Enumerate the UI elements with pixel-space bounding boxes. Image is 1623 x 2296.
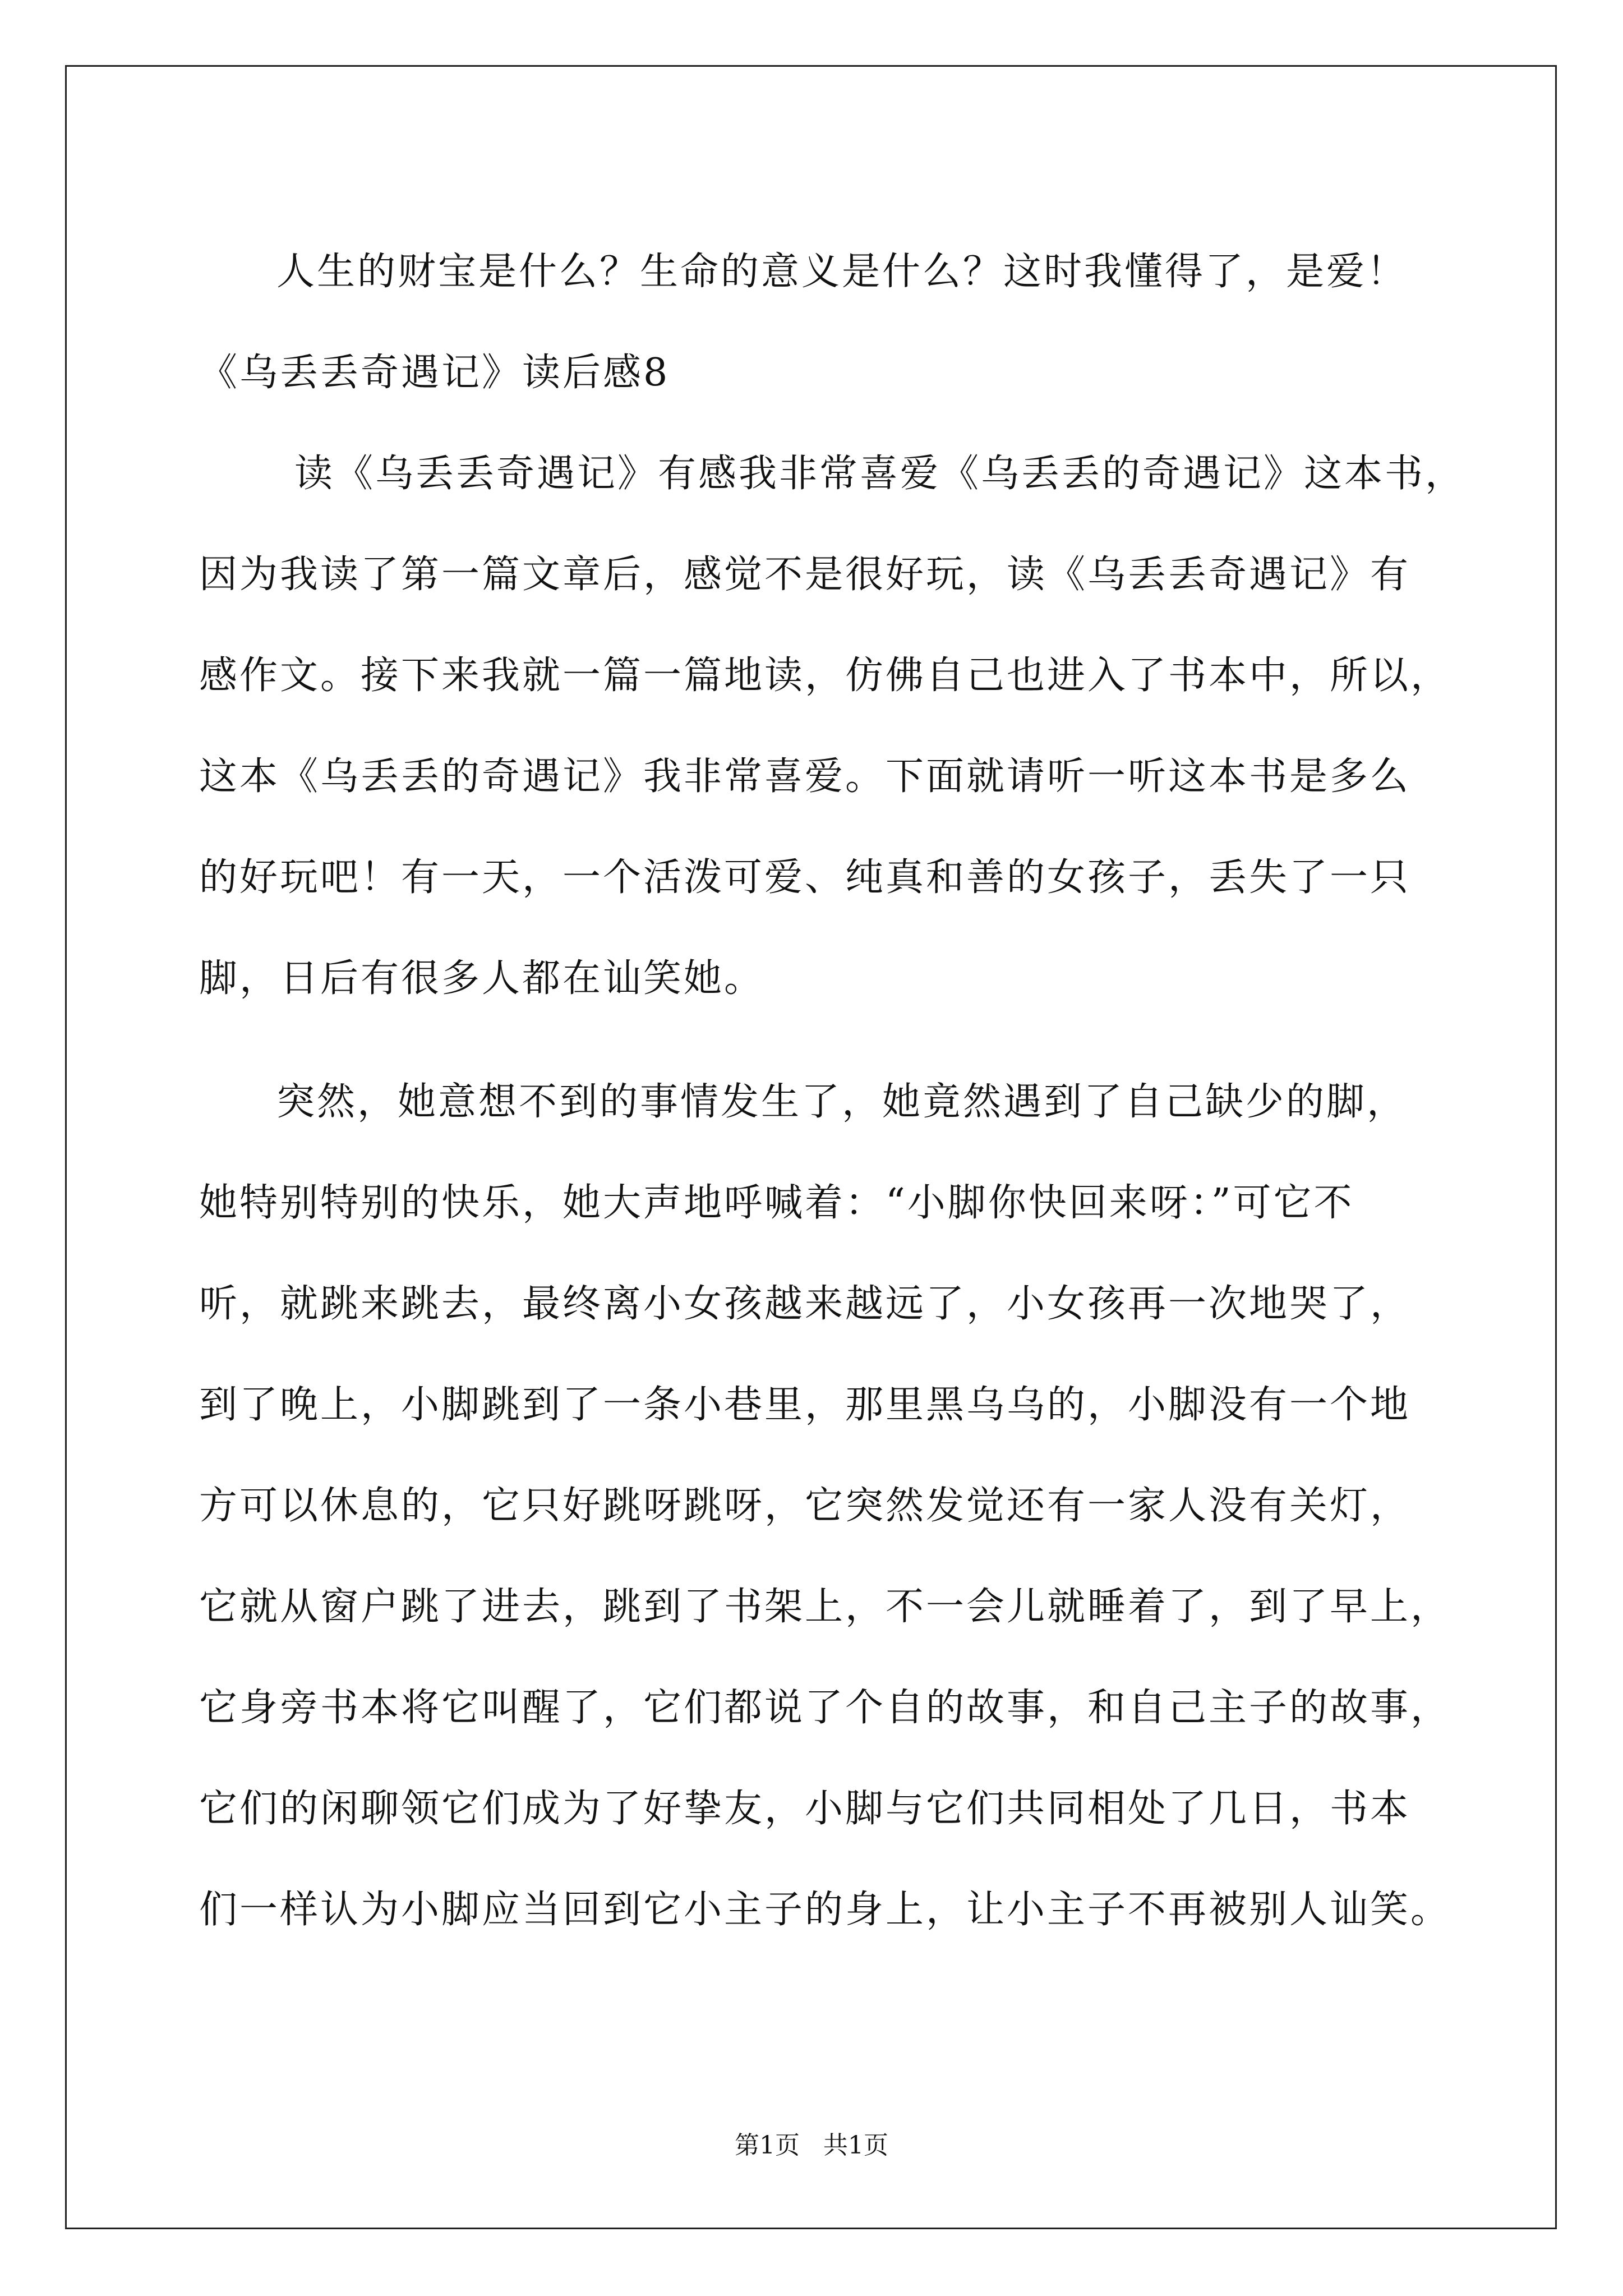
text-line: 因为我读了第一篇文章后，感觉不是很好玩，读《乌丢丢奇遇记》有	[199, 553, 1411, 597]
text-line: 她特别特别的快乐，她大声地呼喊着：“小脚你快回来呀：”可它不	[199, 1181, 1354, 1225]
text-line: 感作文。接下来我就一篇一篇地读，仿佛自己也进入了书本中，所以，	[199, 654, 1451, 698]
text-line: 人生的财宝是什么？生命的意义是什么？这时我懂得了，是爱！	[276, 250, 1408, 294]
section-heading: 《乌丢丢奇遇记》读后感8	[199, 351, 670, 395]
document-body	[199, 222, 1466, 1961]
text-line: 突然，她意想不到的事情发生了，她竟然遇到了自己缺少的脚，	[276, 1080, 1408, 1124]
page-footer: 第1页 共1页	[735, 2131, 888, 2160]
text-line: 的好玩吧！有一天，一个活泼可爱、纯真和善的女孩子，丢失了一只	[199, 855, 1411, 900]
text-line: 它身旁书本将它叫醒了，它们都说了个自的故事，和自己主子的故事，	[199, 1686, 1451, 1730]
text-line: 这本《乌丢丢的奇遇记》我非常喜爱。下面就请听一听这本书是多么	[199, 754, 1411, 799]
text-line: 方可以休息的，它只好跳呀跳呀，它突然发觉还有一家人没有关灯，	[199, 1484, 1411, 1528]
text-line: 听，就跳来跳去，最终离小女孩越来越远了，小女孩再一次地哭了，	[199, 1282, 1411, 1326]
text-line: 它们的闲聊领它们成为了好挚友，小脚与它们共同相处了几日，书本	[199, 1787, 1411, 1831]
text-line: 它就从窗户跳了进去，跳到了书架上，不一会儿就睡着了，到了早上，	[199, 1585, 1451, 1629]
text-line: 到了晚上，小脚跳到了一条小巷里，那里黑乌乌的，小脚没有一个地	[199, 1383, 1411, 1427]
text-line: 们一样认为小脚应当回到它小主子的身上，让小主子不再被别人讪笑。	[199, 1888, 1451, 1932]
text-line: 脚，日后有很多人都在讪笑她。	[199, 956, 765, 1001]
text-line: 读《乌丢丢奇遇记》有感我非常喜爱《乌丢丢的奇遇记》这本书，	[294, 452, 1466, 496]
